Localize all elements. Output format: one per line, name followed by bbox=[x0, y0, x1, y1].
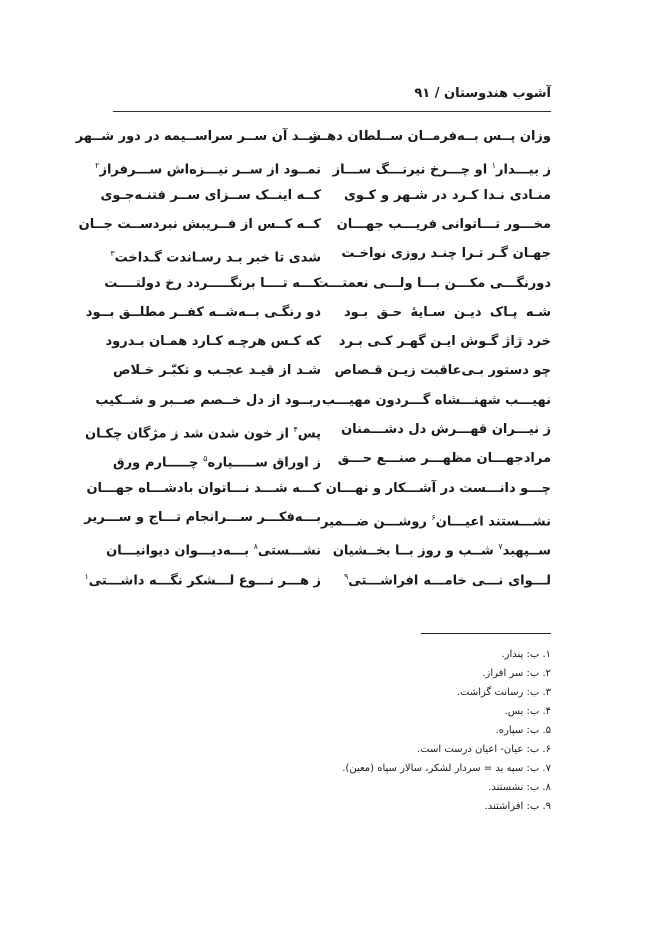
verse-14-right-hemistich: نشـــستند اعیـــان$^۶$ روشـــن ضـــمیر bbox=[320, 512, 551, 530]
verse-10-right-hemistich: نهیـــب شهنـــشاه گـــردون مهیـــب bbox=[321, 392, 551, 408]
verse-10-left-hemistich: ربــود از دل خــصم صــبر و شــکیب bbox=[95, 392, 321, 408]
verse-2-right-hemistich: ز بیـــدار$^۱$ او چـــرخ نیرنـــگ ســـاز bbox=[332, 161, 551, 178]
verse-7-right-hemistich: شـه پـاک دیـن سـایهٔ حـق بـود bbox=[344, 304, 551, 320]
verse-5-left-hemistich: شدی تا خبر بـد رسـاندت گـداخت$^۳$ bbox=[110, 249, 321, 266]
verse-9-left-hemistich: شـد از قیـد عجـب و تکبّـر خـلاص bbox=[113, 363, 321, 379]
verse-3-right-hemistich: منـادی نـدا کـرد در شـهر و کـوی bbox=[344, 187, 551, 203]
footnote-4: ۴. ب: بس. bbox=[504, 706, 551, 717]
footnote-marker: ۱ bbox=[491, 161, 497, 171]
footnotes bbox=[200, 645, 551, 816]
footnote-marker: ۳ bbox=[110, 249, 115, 259]
footnote-marker: ۲ bbox=[95, 161, 100, 171]
verse-1-right-hemistich: وزان پــس بــه‌فرمــان ســلطان دهــر bbox=[310, 129, 551, 144]
footnote-7: ۷. ب: سپه بد = سردار لشکر، سالار سپاه (معین). bbox=[342, 763, 551, 774]
footnote-marker: ۱ bbox=[84, 571, 89, 581]
verse-4-right-hemistich: مخـــور تـــاتوانی فریـــب جهـــان bbox=[336, 216, 551, 232]
verse-16-left-hemistich: ز هـــر نـــوع لـــشکر نگـــه داشـــتی$^۱$ bbox=[84, 571, 321, 588]
verse-5-right-hemistich: جهـان گـر تـرا چنـد روزی نواخـت bbox=[341, 246, 551, 262]
footnote-rule bbox=[421, 633, 551, 634]
footnote-9: ۹. ب: افراشتند. bbox=[484, 801, 551, 812]
footnote-5: ۵. ب: سپاره. bbox=[495, 725, 551, 736]
footnote-marker: ۹ bbox=[344, 571, 349, 581]
footnote-3: ۳. ب: رسانت گزاشت. bbox=[456, 687, 551, 698]
verse-6-right-hemistich: دورنگـــی مکـــن بـــا ولـــی نعمتـــت bbox=[315, 275, 551, 291]
verse-3-left-hemistich: کــه اینــک ســزای ســر فتنـه‌جـوی bbox=[100, 187, 321, 203]
verse-6-left-hemistich: کـــه تــــا برنگـــــردد رخ دولتــــت bbox=[104, 275, 321, 291]
verse-11-right-hemistich: ز نیـــران قهـــرش دل دشـــمنان bbox=[341, 422, 551, 437]
verse-13-right-hemistich: چـــو دانـــست در آشـــکار و نهـــان bbox=[325, 480, 551, 496]
verse-13-left-hemistich: کـــه شـــد نـــاتوان بادشـــاه جهـــان bbox=[86, 480, 321, 496]
verse-8-right-hemistich: خرد ژاژ گـوش ایـن گهـر کـی بـرد bbox=[338, 334, 551, 350]
verse-15-left-hemistich: نشـــستی$^۸$ بـــه‌دیـــوان دیوانیـــان bbox=[106, 542, 321, 559]
verse-1-left-hemistich: شــد آن ســر سراســیمه در دور شــهر bbox=[75, 129, 321, 144]
footnote-marker: ۶ bbox=[431, 512, 436, 522]
verse-14-left-hemistich: بـــه‌فکـــر ســـرانجام تـــاج و ســـریر bbox=[84, 509, 321, 525]
footnote-6: ۶. ب: عیان- اعیان درست است. bbox=[416, 744, 551, 755]
footnote-2: ۲. ب: سر افراز. bbox=[482, 668, 551, 679]
verse-4-left-hemistich: کــه کــس از فــریبش نبردســت جــان bbox=[78, 216, 321, 232]
footnote-8: ۸. ب: نشستند. bbox=[488, 782, 551, 793]
verse-15-right-hemistich: ســپهبد$^۷$ شــب و روز بــا بخــشیان bbox=[332, 542, 551, 559]
verse-12-right-hemistich: مرادجهـــان مظهـــر صنـــع حـــق bbox=[337, 451, 551, 467]
footnote-marker: ۸ bbox=[253, 542, 258, 552]
footnote-marker: ۴ bbox=[293, 425, 298, 434]
verse-11-left-hemistich: پس$^۴$ از خون شدن شد ز مژگان چکـان bbox=[85, 425, 321, 442]
verse-2-left-hemistich: نمــود از ســر نیـــزه‌اش ســـرفراز$^۲$ bbox=[95, 161, 321, 178]
verse-16-right-hemistich: لـــوای نـــی خامـــه افراشـــتی$^۹$ bbox=[344, 571, 551, 588]
footnote-1: ۱. ب: پندار. bbox=[501, 649, 551, 660]
verse-8-left-hemistich: که کـس هرچـه کـارد همـان بـدرود bbox=[105, 334, 321, 350]
footnote-marker: ۷ bbox=[498, 542, 503, 552]
verse-7-left-hemistich: دو رنگـی بــه‌شــه کفــر مطلــق بــود bbox=[85, 304, 321, 320]
running-header: آشوب هندوستان / ۹۱ bbox=[414, 86, 551, 101]
verse-12-left-hemistich: ز اوراق ســـــیاره$^۵$ چـــــارم ورق bbox=[113, 454, 321, 471]
verse-9-right-hemistich: چو دستور بـی‌عاقبت زیـن قـصاص bbox=[334, 363, 551, 379]
footnote-marker: ۵ bbox=[203, 454, 208, 464]
